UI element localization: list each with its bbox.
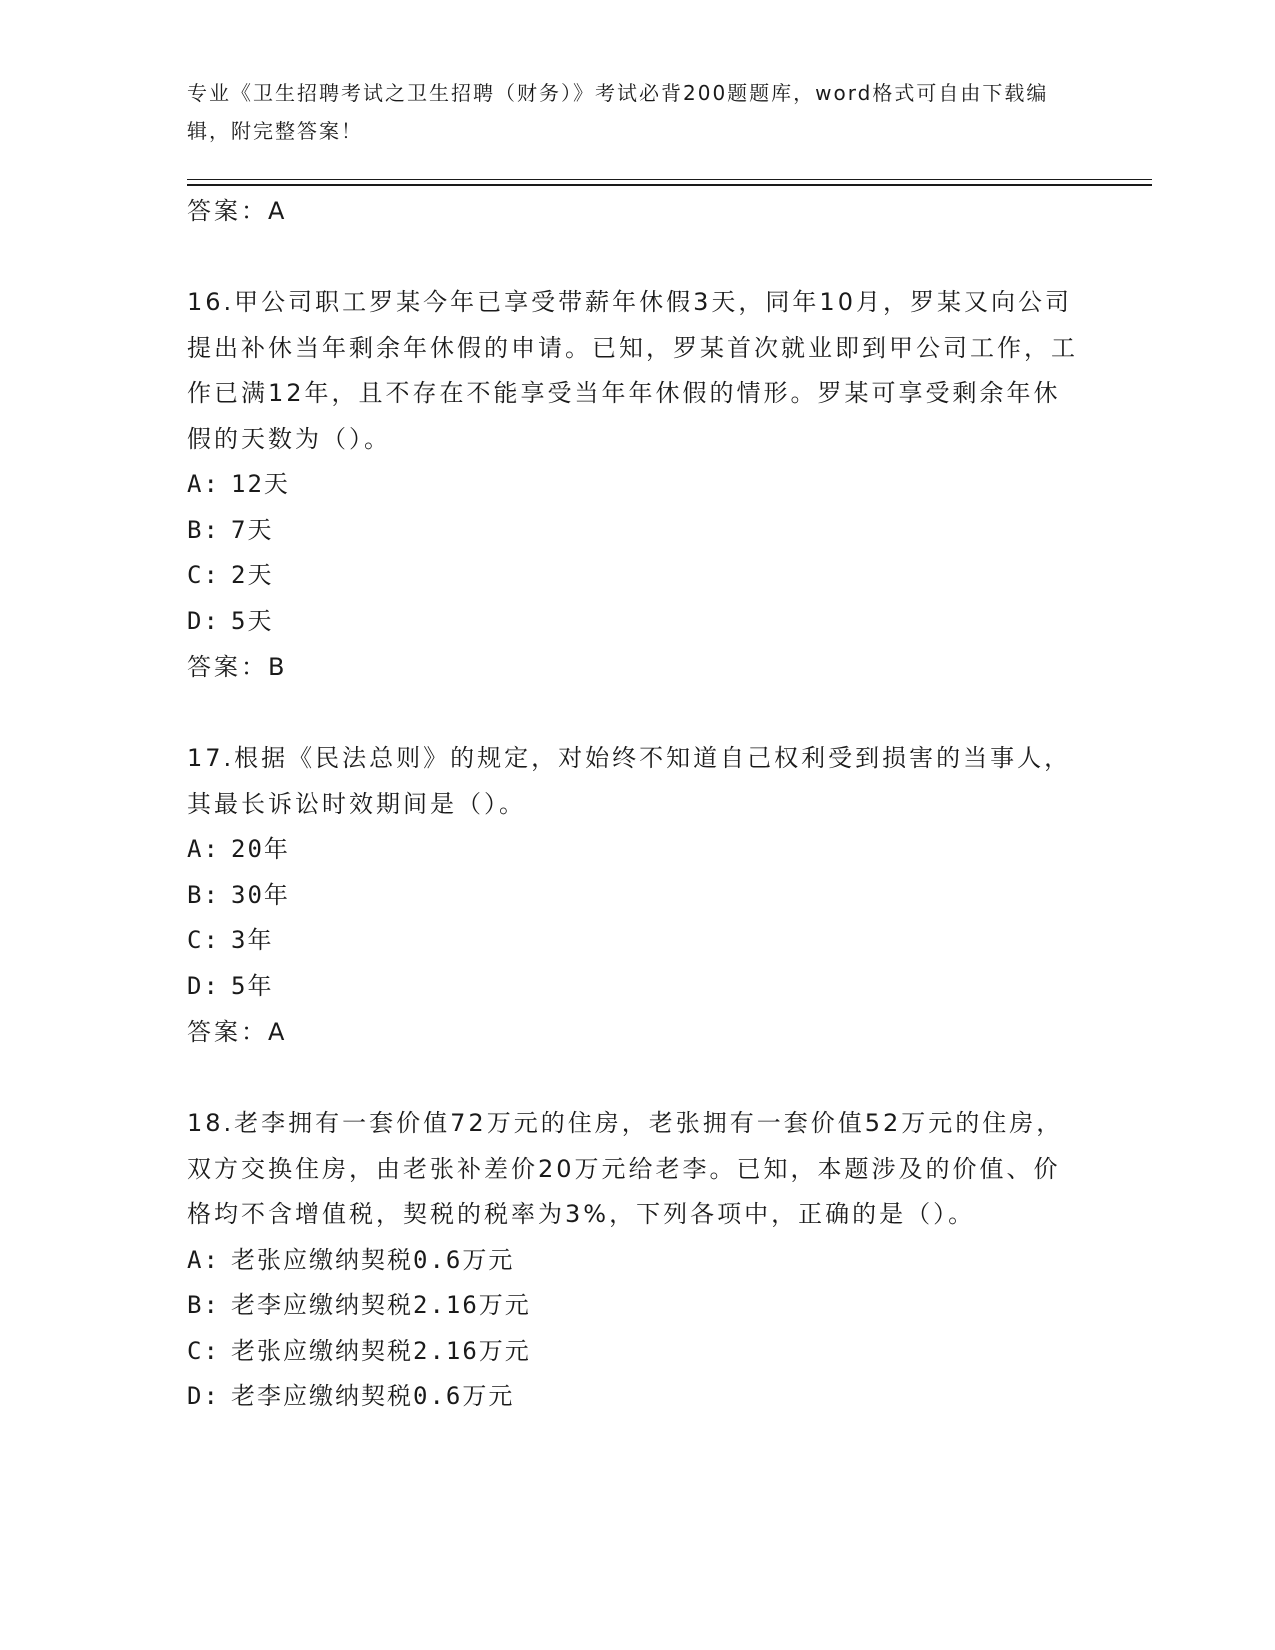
- question-text: 17.根据《民法总则》的规定，对始终不知道自己权利受到损害的当事人，其最长诉讼时效期间是（）。: [187, 744, 1072, 818]
- option-a: A: 20年: [187, 835, 290, 863]
- question-18: [187, 1101, 1087, 1420]
- header-rule-thick: [187, 184, 1152, 186]
- question-text: 16.甲公司职工罗某今年已享受带薪年休假3天，同年10月，罗某又向公司提出补休当年剩余年休假的申请。已知，罗某首次就业即到甲公司工作，工作已满12年，且不存在不能享受当年年休假的情形。罗某可享受剩余年休假的天数为（）。: [187, 288, 1078, 453]
- option-c: C: 2天: [187, 561, 274, 589]
- option-a: A: 12天: [187, 470, 290, 498]
- document-body: [187, 188, 1087, 1420]
- question-text: 18.老李拥有一套价值72万元的住房，老张拥有一套价值52万元的住房，双方交换住房，由老张补差价20万元给老李。已知，本题涉及的价值、价格均不含增值税，契税的税率为3%，下列各项中，正确的是（）。: [187, 1109, 1064, 1228]
- answer-line: 答案：A: [187, 197, 288, 225]
- answer-line: 答案：B: [187, 653, 288, 681]
- answer-line: 答案：A: [187, 1018, 288, 1046]
- option-b: B: 7天: [187, 515, 274, 544]
- header-rule-thin: [187, 179, 1152, 180]
- question-17: [187, 736, 1087, 1055]
- option-b: B: 30年: [187, 880, 290, 909]
- option-d: D: 5年: [187, 971, 274, 1000]
- option-c: C: 3年: [187, 926, 274, 954]
- option-c: C: 老张应缴纳契税2.16万元: [187, 1336, 531, 1365]
- document-header: 专业《卫生招聘考试之卫生招聘（财务）》考试必背200题题库，word格式可自由下载编辑，附完整答案！: [187, 81, 1049, 143]
- option-a: A: 老张应缴纳契税0.6万元: [187, 1245, 515, 1274]
- question-16: [187, 280, 1087, 690]
- option-d: D: 老李应缴纳契税0.6万元: [187, 1382, 515, 1410]
- option-b: B: 老李应缴纳契税2.16万元: [187, 1291, 531, 1319]
- option-d: D: 5天: [187, 606, 274, 635]
